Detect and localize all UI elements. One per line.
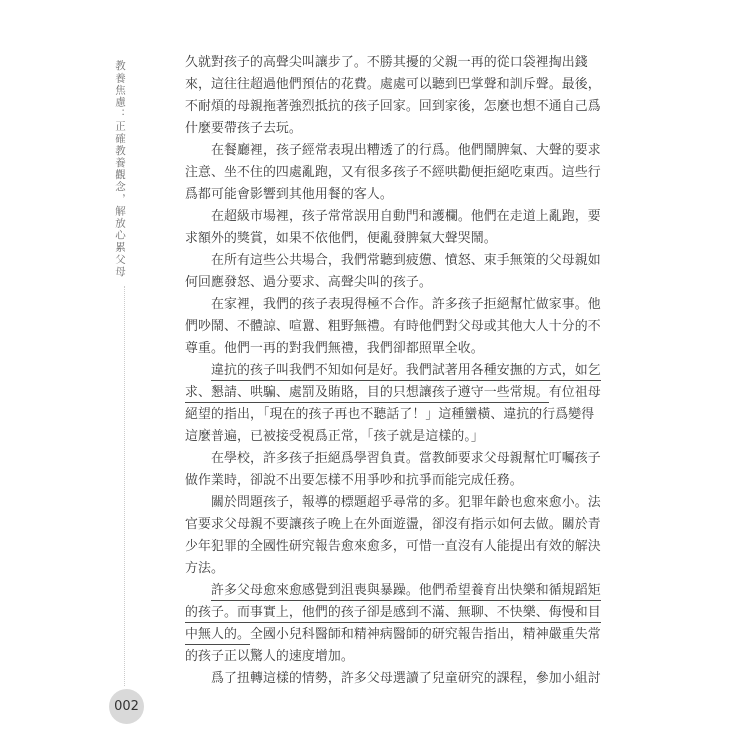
text-segment: 求額外的獎賞，如果不依他們，便亂發脾氣大聲哭鬧。 — [185, 231, 497, 246]
text-segment: 爲了扭轉這樣的情勢，許多父母選讀了兒童研究的課程，參加小組討 — [211, 671, 601, 686]
text-line — [185, 74, 601, 96]
text-segment: 少年犯罪的全國性研究報告愈來愈多，可惜一直沒有人能提出有效的解決 — [185, 539, 601, 554]
text-segment: 注意、坐不住的四處亂跑，又有很多孩子不經哄勸便拒絕吃東西。這些行 — [185, 165, 601, 180]
text-line — [185, 250, 601, 272]
text-segment: 在超級市場裡，孩子常常誤用自動門和護欄。他們在走道上亂跑，要 — [211, 209, 601, 224]
text-line — [185, 624, 601, 646]
text-line — [185, 426, 577, 448]
text-line — [185, 294, 601, 316]
text-segment: 方法。 — [185, 561, 224, 576]
text-line — [185, 206, 601, 228]
page-number: 002 — [114, 699, 139, 714]
text-segment: 尊重。他們一再的對我們無禮，我們卻都照單全收。 — [185, 341, 484, 356]
text-line — [185, 602, 601, 624]
text-segment: 們吵鬧、不體諒、喧囂、粗野無禮。有時他們對父母或其他大人十分的不 — [185, 319, 601, 334]
text-segment: 何回應發怒、過分要求、高聲尖叫的孩子。 — [185, 275, 432, 290]
text-line — [185, 162, 601, 184]
text-line — [185, 96, 601, 118]
text-segment: 在學校，許多孩子拒絕爲學習負責。當教師要求父母親幫忙叮囑孩子 — [211, 451, 601, 466]
text-segment: 的孩子正以驚人的速度增加。 — [185, 649, 354, 664]
text-segment: 全國小兒科醫師和精神病醫師的研究報告指出，精神嚴重失常 — [249, 627, 601, 642]
underlined-text-segment: 許多父母愈來愈感覺到沮喪與暴躁。他們希望養育出快樂和循規蹈矩 — [211, 583, 601, 601]
text-segment: 關於問題孩子，報導的標題超乎尋常的多。犯罪年齡也愈來愈小。法 — [211, 495, 601, 510]
text-line — [185, 580, 601, 602]
text-line — [185, 140, 601, 162]
text-line — [185, 272, 577, 294]
text-segment: 久就對孩子的高聲尖叫讓步了。不勝其擾的父親一再的從口袋裡掏出錢 — [185, 55, 588, 70]
text-segment: 來，這往往超過他們預估的花費。處處可以聽到巴掌聲和訓斥聲。最後， — [185, 77, 601, 92]
text-line — [185, 536, 601, 558]
page-number-badge — [109, 689, 144, 724]
text-line — [185, 492, 601, 514]
underlined-text-segment: 違抗的孩子叫我們不知如何是好。我們試著用各種安撫的方式，如乞 — [211, 363, 601, 381]
text-line — [185, 470, 577, 492]
text-line — [185, 338, 577, 360]
text-line — [185, 558, 577, 580]
text-line — [185, 184, 577, 206]
text-line — [185, 52, 588, 74]
text-line — [185, 360, 601, 382]
text-line — [185, 118, 577, 140]
text-segment: 這麼普遍，已被接受視爲正常，「孩子就是這樣的。」 — [185, 429, 484, 444]
text-segment: 做作業時，卻說不出要怎樣不用爭吵和抗爭而能完成任務。 — [185, 473, 523, 488]
text-segment: 有位祖母 — [548, 385, 601, 400]
text-segment: 什麼要帶孩子去玩。 — [185, 121, 302, 136]
text-segment: 在餐廳裡，孩子經常表現出糟透了的行爲。他們鬧脾氣、大聲的要求 — [211, 143, 601, 158]
text-line — [185, 514, 601, 536]
underlined-text-segment: 中無人的。 — [185, 627, 250, 645]
text-line — [185, 316, 601, 338]
underlined-text-segment: 求、懇請、哄騙、處罰及賄賂，目的只想讓孩子遵守一些常規。 — [185, 385, 549, 403]
text-line — [185, 228, 577, 250]
underlined-text-segment: 的孩子。而事實上，他們的孩子卻是感到不滿、無聊、不快樂、侮慢和目 — [185, 605, 601, 623]
text-segment: 爲都可能會影響到其他用餐的客人。 — [185, 187, 393, 202]
text-segment: 官要求父母親不要讓孩子晚上在外面遊盪，卻沒有指示如何去做。關於青 — [185, 517, 601, 532]
text-segment: 在家裡，我們的孩子表現得極不合作。許多孩子拒絕幫忙做家事。他 — [211, 297, 601, 312]
text-line — [185, 646, 577, 668]
dotted-divider-line — [124, 286, 125, 686]
text-line — [185, 404, 595, 426]
text-line — [185, 382, 601, 404]
text-segment: 在所有這些公共場合，我們常聽到疲憊、憤怒、束手無策的父母親如 — [211, 253, 601, 268]
text-line — [185, 668, 601, 690]
text-segment: 絕望的指出，「現在的孩子再也不聽話了！」這種蠻橫、違抗的行爲變得 — [185, 407, 595, 422]
body-text — [185, 52, 601, 690]
text-segment: 不耐煩的母親拖著強烈抵抗的孩子回家。回到家後，怎麼也想不通自己爲 — [185, 99, 601, 114]
text-line — [185, 448, 601, 470]
book-title-vertical: 教養焦慮：正確教養觀念，解放心累父母 — [114, 60, 126, 278]
